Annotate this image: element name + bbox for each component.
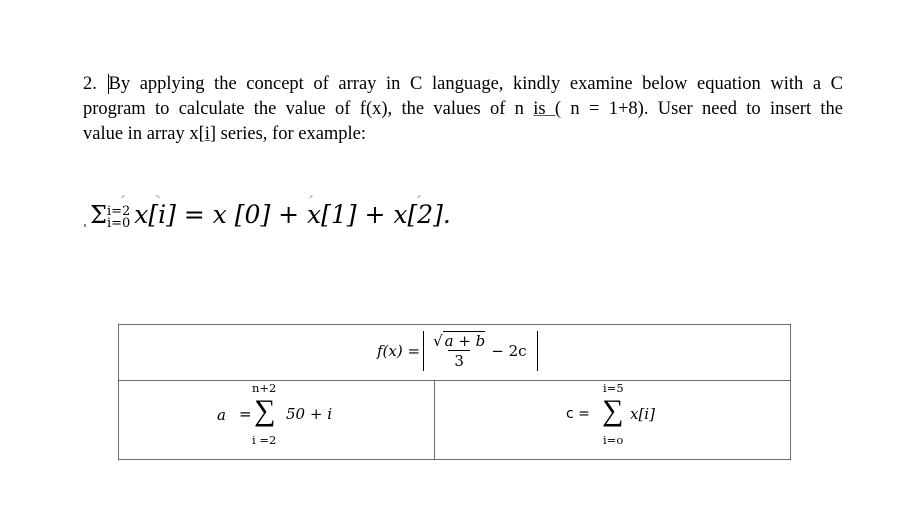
stray-mark: [84, 224, 86, 227]
underlined-index: i: [204, 124, 210, 144]
a-lower-limit: i =2: [252, 433, 277, 447]
sigma-symbol: Σ: [90, 201, 107, 229]
underlined-phrase: is (: [533, 99, 562, 119]
question-line-3-b: ] series, for example:: [209, 124, 367, 144]
a-equals: =: [239, 405, 252, 423]
c-upper-limit: i=5: [603, 381, 624, 395]
ink-tick: [417, 195, 421, 199]
c-term: x[i]: [630, 405, 655, 423]
sum-limits: [107, 206, 130, 230]
question-line-3-a: value in array x[: [83, 124, 205, 144]
question-line-2-b: n = 1+8). User need to insert the: [561, 99, 843, 119]
formula-row-fx: [119, 325, 790, 381]
sqrt-symbol: √: [433, 332, 443, 350]
c-lower-limit: i=o: [603, 433, 624, 447]
sum-upper-limit: i=2: [106, 204, 131, 219]
question-line-2-a: program to calculate the value of f(x), the values of n: [83, 99, 534, 119]
ink-tick: [121, 195, 125, 199]
fx-lhs: f(x) =: [377, 342, 421, 360]
sum-lower-limit: i=0: [106, 216, 131, 231]
fx-fraction: [431, 332, 487, 370]
fx-numerator: [431, 332, 487, 350]
example-equation: [90, 200, 451, 230]
abs-bar-right: [537, 331, 538, 371]
a-upper-limit: n+2: [252, 381, 277, 395]
fx-formula: [377, 331, 541, 371]
question-line-3: [83, 122, 843, 147]
question-number: 2.: [83, 74, 107, 94]
abs-bar-left: [423, 331, 424, 371]
sqrt-radicand: a + b: [444, 332, 486, 350]
a-lhs: a: [217, 406, 226, 424]
a-sigma: ∑: [254, 394, 276, 427]
formula-table: [118, 324, 791, 460]
c-lhs: c =: [566, 406, 590, 422]
question-text: [83, 72, 843, 147]
ink-tick: [156, 195, 160, 198]
ink-tick: [309, 195, 313, 199]
fx-denominator: 3: [448, 350, 470, 370]
question-line-1-text: By applying the concept of array in C language, kindly examine below equation with a C: [108, 74, 843, 94]
fx-tail: − 2c: [491, 342, 527, 360]
column-divider: [434, 380, 435, 460]
question-line-2: [83, 97, 843, 122]
c-sigma: ∑: [602, 394, 624, 427]
example-expression: x[i] = x [0] + x[1] + x[2].: [134, 200, 451, 229]
question-line-1: [83, 72, 843, 97]
a-term: 50 + i: [286, 405, 332, 423]
